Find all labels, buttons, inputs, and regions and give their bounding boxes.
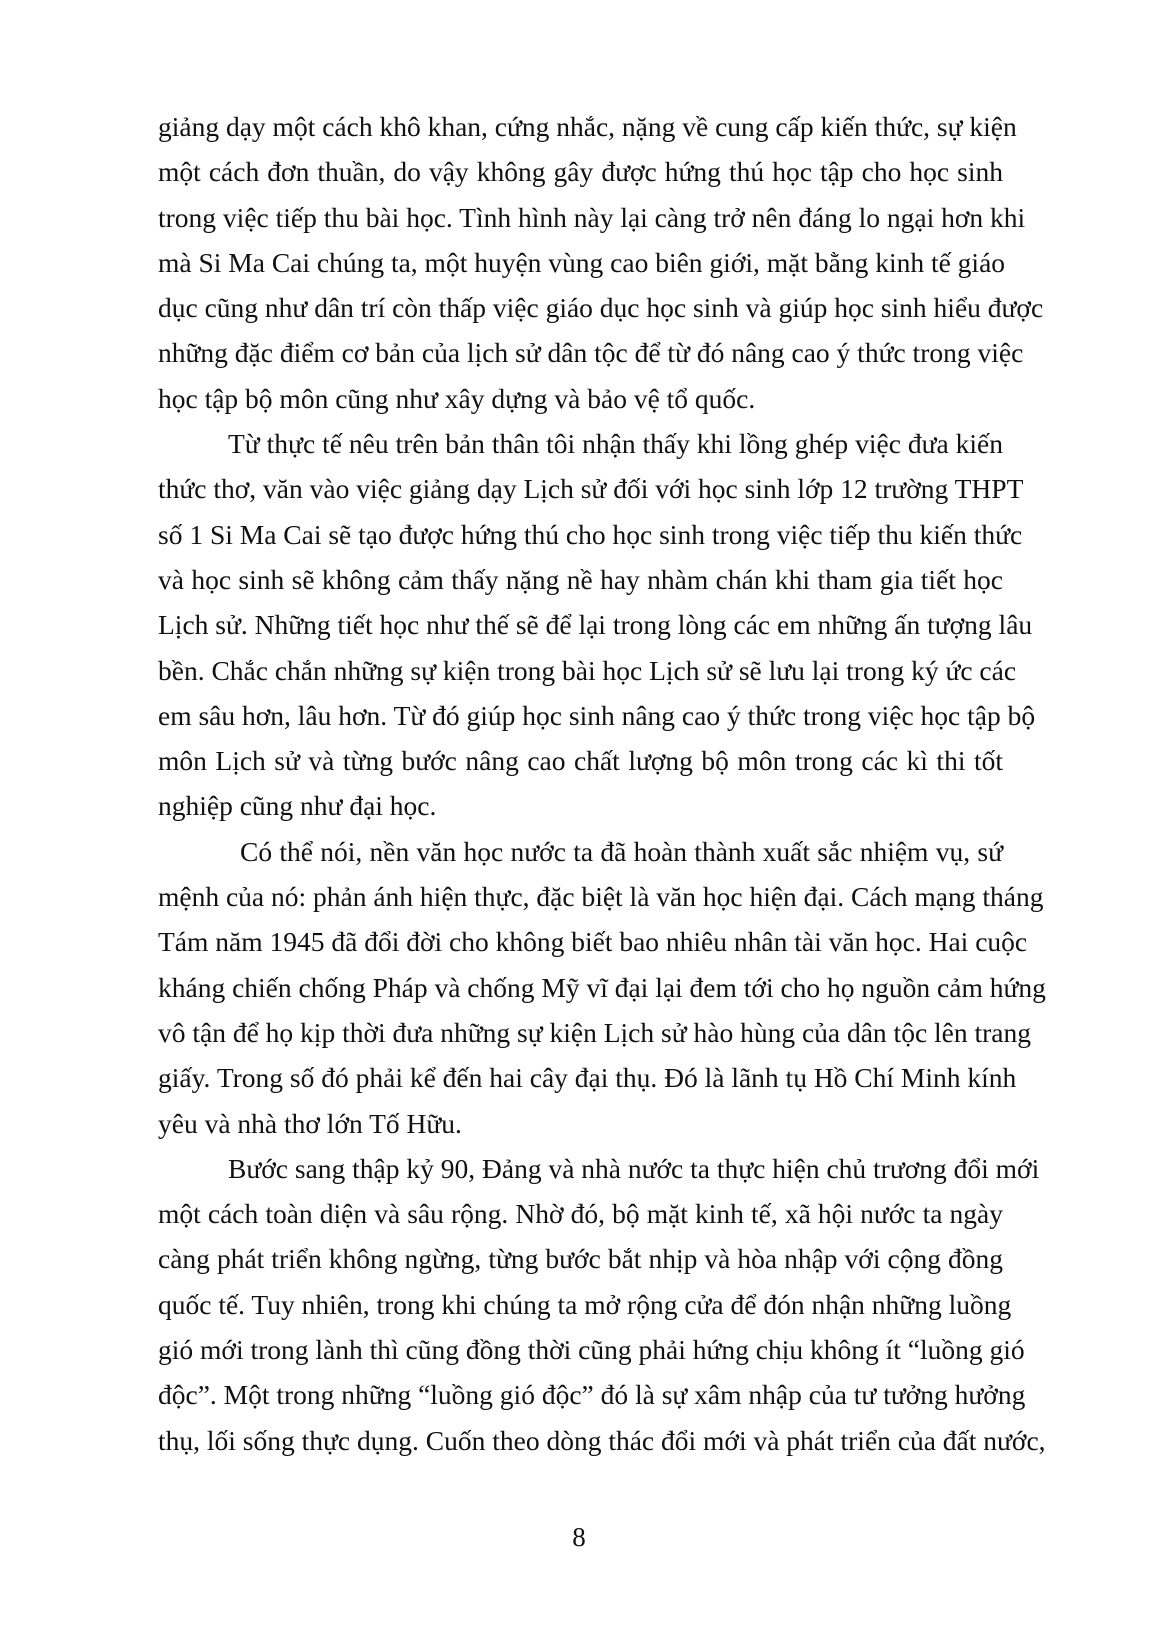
text-line: kháng chiến chống Pháp và chống Mỹ vĩ đại lại đem tới cho họ nguồn cảm hứng: [158, 971, 1046, 1003]
text-line: thụ, lối sống thực dụng. Cuốn theo dòng thác đổi mới và phát triển của đất nước,: [158, 1424, 1046, 1456]
paragraph-2: [158, 421, 1036, 829]
text-line: số 1 Si Ma Cai sẽ tạo được hứng thú cho học sinh trong việc tiếp thu kiến thức: [158, 518, 1023, 550]
text-line: dục cũng như dân trí còn thấp việc giáo dục học sinh và giúp học sinh hiểu được: [158, 292, 1044, 324]
text-line: Lịch sử. Những tiết học như thế sẽ để lại trong lòng các em những ấn tượng lâu: [158, 609, 1033, 641]
text-line: Từ thực tế nêu trên bản thân tôi nhận thấy khi lồng ghép việc đưa kiến: [228, 428, 1003, 460]
text-line: và học sinh sẽ không cảm thấy nặng nề hay nhàm chán khi tham gia tiết học: [158, 563, 1003, 595]
text-line: những đặc điểm cơ bản của lịch sử dân tộc để từ đó nâng cao ý thức trong việc: [158, 337, 1024, 369]
text-line: gió mới trong lành thì cũng đồng thời cũng phải hứng chịu không ít “luồng gió: [158, 1334, 1025, 1366]
text-line: càng phát triển không ngừng, từng bước bắt nhịp và hòa nhập với cộng đồng: [158, 1243, 1003, 1275]
text-line: quốc tế. Tuy nhiên, trong khi chúng ta mở rộng cửa để đón nhận những luồng: [158, 1288, 1012, 1320]
text-line: nghiệp cũng như đại học.: [158, 790, 437, 822]
paragraph-4: [158, 1146, 1046, 1463]
text-line: Có thể nói, nền văn học nước ta đã hoàn thành xuất sắc nhiệm vụ, sứ: [240, 835, 1003, 867]
page-number: 8: [572, 1522, 586, 1552]
paragraph-3: [158, 829, 1046, 1146]
text-line: mà Si Ma Cai chúng ta, một huyện vùng cao biên giới, mặt bằng kinh tế giáo: [158, 246, 1006, 278]
text-line: trong việc tiếp thu bài học. Tình hình này lại càng trở nên đáng lo ngại hơn khi: [158, 201, 1026, 233]
text-line: mệnh của nó: phản ánh hiện thực, đặc biệt là văn học hiện đại. Cách mạng tháng: [158, 881, 1044, 913]
text-line: giảng dạy một cách khô khan, cứng nhắc, nặng về cung cấp kiến thức, sự kiện: [158, 111, 1017, 142]
text-line: giấy. Trong số đó phải kể đến hai cây đại thụ. Đó là lãnh tụ Hồ Chí Minh kính: [158, 1062, 1017, 1094]
text-line: Tám năm 1945 đã đổi đời cho không biết bao nhiêu nhân tài văn học. Hai cuộc: [158, 926, 1028, 958]
text-line: thức thơ, văn vào việc giảng dạy Lịch sử đối với học sinh lớp 12 trường THPT: [158, 473, 1024, 505]
document-body: [158, 104, 1046, 1463]
text-line: Bước sang thập kỷ 90, Đảng và nhà nước ta thực hiện chủ trương đổi mới: [228, 1152, 1040, 1184]
text-line: bền. Chắc chắn những sự kiện trong bài học Lịch sử sẽ lưu lại trong ký ức các: [158, 654, 1017, 686]
paragraph-1: [158, 104, 1044, 421]
text-line: một cách đơn thuần, do vậy không gây được hứng thú học tập cho học sinh: [158, 156, 1003, 188]
text-line: em sâu hơn, lâu hơn. Từ đó giúp học sinh nâng cao ý thức trong việc học tập bộ: [158, 699, 1036, 731]
text-line: vô tận để họ kịp thời đưa những sự kiện Lịch sử hào hùng của dân tộc lên trang: [158, 1016, 1032, 1048]
text-line: môn Lịch sử và từng bước nâng cao chất lượng bộ môn trong các kì thi tốt: [158, 745, 1003, 777]
text-line: một cách toàn diện và sâu rộng. Nhờ đó, bộ mặt kinh tế, xã hội nước ta ngày: [158, 1198, 1003, 1230]
text-line: học tập bộ môn cũng như xây dựng và bảo vệ tổ quốc.: [158, 382, 756, 414]
text-line: độc”. Một trong những “luồng gió độc” đó là sự xâm nhập của tư tưởng hưởng: [158, 1379, 1026, 1411]
text-line: yêu và nhà thơ lớn Tố Hữu.: [158, 1107, 462, 1139]
